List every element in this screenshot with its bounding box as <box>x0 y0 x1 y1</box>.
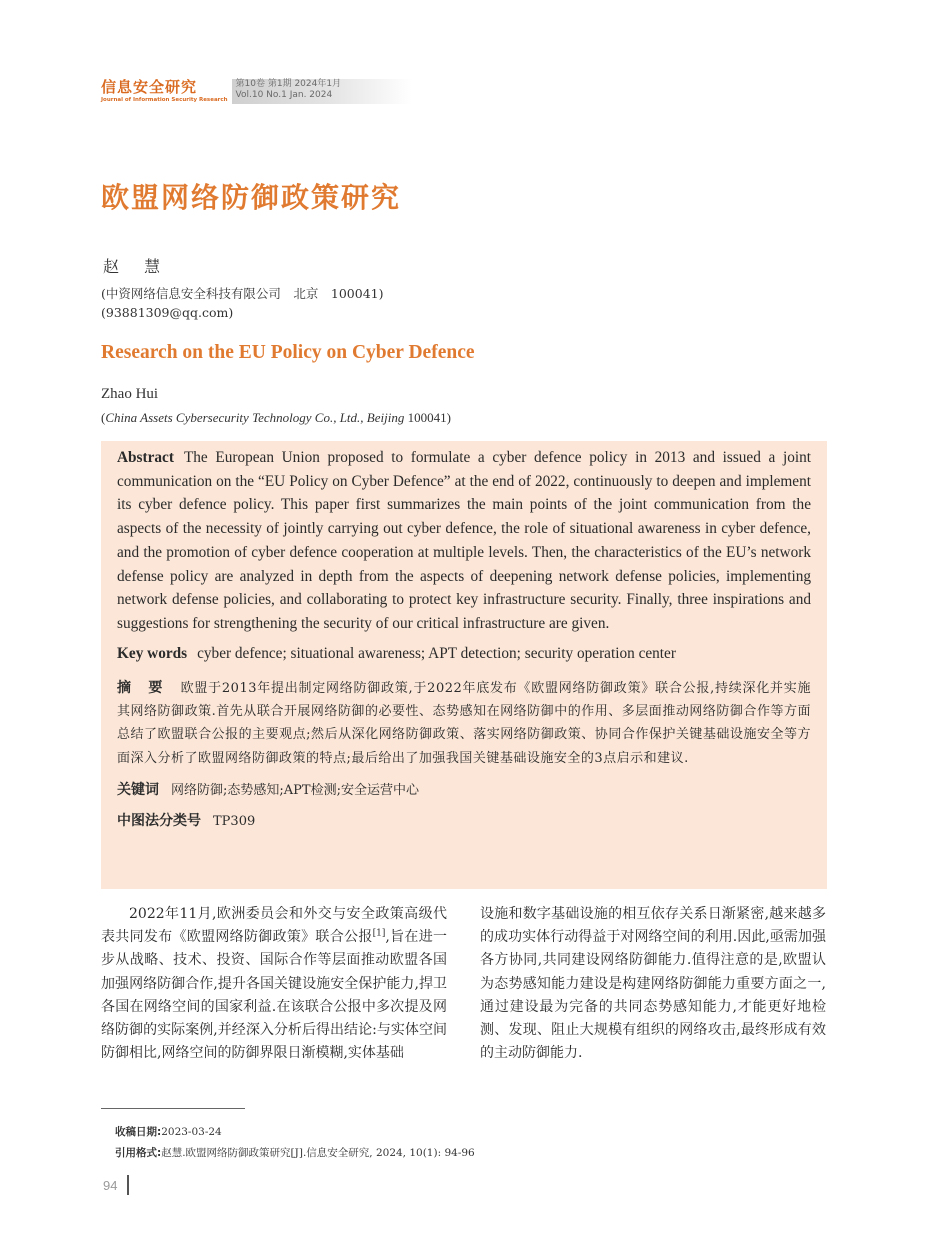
citation-label: 引用格式: <box>115 1147 162 1159</box>
keywords-text-en: cyber defence; situational awareness; APT detection; security operation center <box>197 644 676 662</box>
journal-header <box>101 79 412 105</box>
journal-name-zh: 信息安全研究 <box>101 78 198 96</box>
issue-en: Vol.10 No.1 Jan. 2024 <box>235 90 333 100</box>
abstract-en <box>117 446 811 636</box>
affiliation-en-tail: 100041) <box>404 410 451 425</box>
keywords-text-zh: 网络防御;态势感知;APT检测;安全运营中心 <box>171 782 419 798</box>
affiliation-en-name: China Assets Cybersecurity Technology Co., Ltd., Beijing <box>105 410 405 425</box>
author-en: Zhao Hui <box>101 386 159 402</box>
body-left-text-2: ,旨在进一步从战略、技术、投资、国际合作等层面推动欧盟各国加强网络防御合作,提升各国关键设施安全保护能力,捍卫各国在网络空间的国家利益.在该联合公报中多次提及网络防御的实际案例,并经深入分析后得出结论:与实体空间防御相比,网络空间的防御界限日渐模糊,实体基础 <box>101 929 448 1062</box>
citation-ref[interactable]: [1] <box>372 928 386 939</box>
received-value: 2023-03-24 <box>161 1126 222 1138</box>
author-zh: 赵 慧 <box>103 257 171 276</box>
issue-zh: 第10卷 第1期 2024年1月 <box>235 79 342 89</box>
body-left-text-1: 2022年11月,欧洲委员会和外交与安全政策高级代表共同发布《欧盟网络防御政策》联合公报 <box>101 906 447 946</box>
abstract-zh <box>117 677 811 770</box>
citation-value: 赵慧.欧盟网络防御政策研究[J].信息安全研究, 2024, 10(1): 94-96 <box>161 1147 475 1159</box>
issue-info <box>232 79 412 104</box>
abstract-label-en: Abstract <box>117 449 174 466</box>
affiliation-en <box>101 410 451 426</box>
received-date <box>115 1124 222 1139</box>
keywords-label-en: Key words <box>117 644 188 662</box>
journal-logo <box>101 79 228 104</box>
abstract-label-zh: 摘 要 <box>117 679 169 696</box>
clc-number <box>117 810 811 830</box>
body-column-left <box>101 903 447 1065</box>
abstract-text-zh: 欧盟于2013年提出制定网络防御政策,于2022年底发布《欧盟网络防御政策》联合公报,持续深化并实施其网络防御政策.首先从联合开展网络防御的必要性、态势感知在网络防御中的作用、多层面推动网络防御合作等方面总结了欧盟联合公报的主要观点;然后从深化网络防御政策、落实网络防御政策、协同合作保护关键基础设施安全等方面深入分析了欧盟网络防御政策的特点;最后给出了加强我国关键基础设施安全的3点启示和建议. <box>117 680 811 766</box>
received-label: 收稿日期: <box>115 1126 162 1138</box>
page-number: 94 <box>103 1178 118 1193</box>
keywords-zh <box>117 779 811 799</box>
body-column-right: 设施和数字基础设施的相互依存关系日渐紧密,越来越多的成功实体行动得益于对网络空间的利用.因此,亟需加强各方协同,共同建设网络防御能力.值得注意的是,欧盟认为态势感知能力建设是构建网络防御能力重要方面之一,通过建设最为完备的共同态势感知能力,才能更好地检测、发现、阻止大规模有组织的网络攻击,最终形成有效的主动防御能力. <box>480 906 826 1062</box>
affiliation-en-open: ( <box>101 410 106 425</box>
abstract-box <box>101 441 827 889</box>
keywords-en <box>117 645 811 663</box>
paper-title-zh: 欧盟网络防御政策研究 <box>101 181 402 214</box>
keywords-label-zh: 关键词 <box>117 781 159 798</box>
journal-name-en: Journal of Information Security Research <box>101 97 228 103</box>
abstract-text-en: The European Union proposed to formulate a cyber defence policy in 2013 and issued a joint communication on the “EU Policy on Cyber Defence” at the end of 2022, continuously to deepen and implement its cyber defence policy. This paper first summarizes the main points of the joint communication from the aspects of the necessity of jointly carrying out cyber defence, the role of situational awareness in cyber defence, and the promotion of cyber defence cooperation at multiple levels. Then, the characteristics of the EU’s network defense policy are analyzed in depth from the aspects of deepening network defense policies, implementing network defense policies, and collaborating to protect key infrastructure security. Finally, three inspirations and suggestions for strengthening the security of our critical infrastructure are given. <box>117 449 811 632</box>
clc-value: TP309 <box>213 813 256 829</box>
affiliation-zh: (中资网络信息安全科技有限公司 北京 100041) <box>101 286 384 301</box>
citation-format <box>115 1145 475 1160</box>
author-email: (93881309@qq.com) <box>101 305 234 320</box>
page-number-bar <box>127 1175 129 1195</box>
clc-label: 中图法分类号 <box>117 812 201 829</box>
paper-title-en: Research on the EU Policy on Cyber Defence <box>101 342 475 363</box>
footnote-divider <box>101 1108 245 1109</box>
